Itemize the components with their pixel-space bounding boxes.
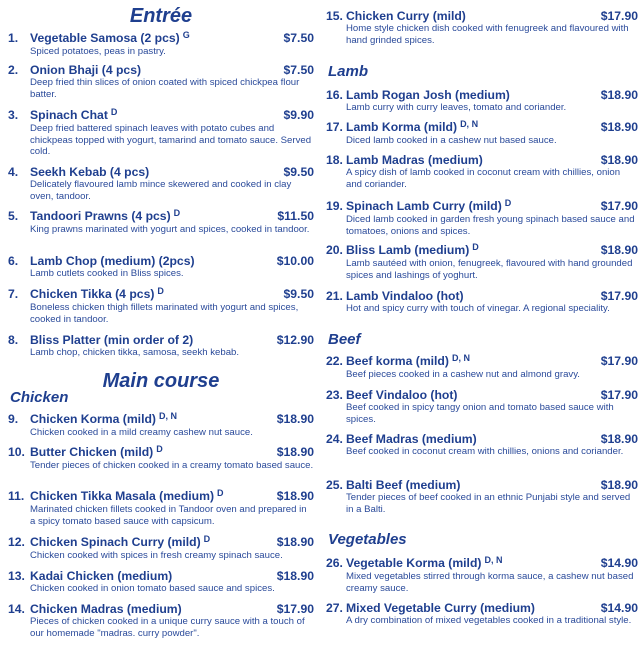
menu-item-description: Chicken cooked with spices in fresh creamy spinach sauce. [30, 550, 283, 561]
menu-item-header [326, 9, 638, 23]
menu-item-name-text: Lamb Madras (medium) [346, 153, 483, 167]
menu-item-number: 23. [326, 388, 343, 402]
menu-item-description: Chicken cooked in onion tomato based sauce and spices. [30, 583, 275, 594]
menu-item-number: 9. [8, 412, 19, 426]
menu-item-price: $18.90 [600, 478, 638, 492]
menu-item-name [30, 535, 277, 550]
menu-item [326, 199, 638, 237]
menu-item-price: $17.90 [600, 289, 638, 303]
menu-item-price: $11.50 [277, 209, 314, 223]
menu-item-description: Tender pieces of beef cooked in an ethnic Punjabi style and served in a Balti. [346, 492, 631, 515]
menu-item-description: Pieces of chicken cooked in a unique curry sauce with a touch of our homemade "madras. curry powder". [30, 616, 305, 639]
menu-item-name-text: Butter Chicken (mild) [30, 445, 154, 459]
menu-item-name [30, 287, 284, 302]
menu-item-description: Lamb curry with curry leaves, tomato and coriander. [346, 102, 567, 113]
menu-item-number: 17. [326, 120, 343, 134]
menu-item [8, 333, 314, 359]
menu-item-name [30, 209, 277, 224]
menu-item-name [346, 478, 601, 492]
menu-item-name-text: Seekh Kebab (4 pcs) [30, 165, 150, 179]
menu-item-header [326, 120, 638, 135]
menu-item-name-text: Beef Vindaloo (hot) [346, 388, 458, 402]
menu-item-price: $10.00 [276, 254, 314, 268]
menu-item-name-text: Lamb Vindaloo (hot) [346, 289, 464, 303]
menu-item [326, 601, 638, 627]
menu-item-number: 4. [8, 165, 19, 179]
menu-item-header [326, 289, 638, 303]
menu-item-price: $14.90 [600, 601, 638, 615]
dietary-tag: D [203, 534, 211, 544]
menu-item-number: 3. [8, 108, 19, 122]
menu-item-description: Home style chicken dish cooked with fenugreek and flavoured with hand grinded spices. [346, 23, 629, 46]
menu-item-name [30, 63, 284, 77]
menu-item-number: 12. [8, 535, 25, 549]
menu-item-price: $18.90 [600, 88, 638, 102]
menu-item-number: 19. [326, 199, 343, 213]
menu-item-price: $17.90 [600, 388, 638, 402]
menu-item-name-text: Mixed Vegetable Curry (medium) [346, 601, 535, 615]
menu-item-name [346, 243, 601, 258]
menu-item [326, 478, 638, 515]
dietary-tag: D [173, 208, 181, 218]
menu-item-header [8, 63, 314, 77]
menu-item-header [8, 287, 314, 302]
menu-item-header [8, 108, 314, 123]
menu-item-number: 8. [8, 333, 19, 347]
menu-item [8, 209, 314, 236]
menu-item-price: $18.90 [276, 535, 314, 549]
menu-item-header [326, 243, 638, 258]
menu-item-name-text: Bliss Lamb (medium) [346, 243, 470, 257]
menu-item-number: 15. [326, 9, 343, 23]
menu-item-name [346, 120, 601, 135]
menu-item-name-text: Vegetable Korma (mild) [346, 556, 482, 570]
menu-item-name-text: Lamb Korma (mild) [346, 120, 458, 134]
menu-item-header [8, 333, 314, 347]
menu-item [8, 254, 314, 280]
menu-item-description: Beef cooked in spicy tangy onion and tomato based sauce with spices. [346, 402, 614, 425]
menu-item [8, 287, 314, 325]
menu-item-header [326, 153, 638, 167]
menu-item [8, 31, 314, 58]
menu-item [326, 153, 638, 190]
menu-item-name [30, 254, 277, 268]
dietary-tag: G [182, 30, 190, 40]
menu-item-number: 6. [8, 254, 19, 268]
menu-item-price: $18.90 [600, 432, 638, 446]
menu-item-number: 14. [8, 602, 25, 616]
menu-item-number: 24. [326, 432, 343, 446]
menu-item-name-text: Beef korma (mild) [346, 354, 449, 368]
menu-item [8, 569, 314, 595]
dietary-tag: D, N [451, 353, 470, 363]
dietary-tag: D [472, 242, 479, 252]
menu-item-description: Mixed vegetables stirred through korma sauce, a cashew nut based creamy sauce. [346, 571, 634, 594]
menu-item-description: Beef pieces cooked in a cashew nut and almond gravy. [346, 369, 580, 380]
menu-item-header [326, 556, 638, 571]
menu-item-header [8, 445, 314, 460]
main-course-heading: Main course [102, 370, 220, 392]
menu-item-name [30, 489, 277, 504]
menu-item-price: $17.90 [600, 199, 638, 213]
menu-item-price: $9.50 [283, 165, 314, 179]
menu-item-number: 22. [326, 354, 343, 368]
menu-item [8, 63, 314, 100]
menu-item [326, 388, 638, 425]
menu-item-header [8, 602, 314, 616]
menu-item-description: A dry combination of mixed vegetables cooked in a traditional style. [346, 615, 632, 626]
menu-item-price: $18.90 [276, 445, 314, 459]
menu-item-name-text: Beef Madras (medium) [346, 432, 477, 446]
menu-item-number: 10. [8, 445, 25, 459]
menu-item-name [30, 412, 277, 427]
menu-item-name-text: Chicken Tikka (4 pcs) [30, 287, 155, 301]
menu-item [8, 412, 314, 439]
menu-item-header [8, 209, 314, 224]
menu-item-name-text: Balti Beef (medium) [346, 478, 461, 492]
menu-item-name [30, 31, 284, 46]
menu-item [8, 489, 314, 527]
menu-item-name [346, 354, 601, 369]
dietary-tag: D, N [484, 555, 503, 565]
menu-item-price: $9.50 [283, 287, 314, 301]
menu-item-price: $17.90 [600, 9, 638, 23]
menu-item-name [346, 556, 601, 571]
menu-item-price: $12.90 [276, 333, 314, 347]
menu-item-price: $9.90 [283, 108, 314, 122]
chicken-heading: Chicken [10, 389, 69, 406]
menu-item-name [346, 388, 601, 402]
menu-item-name-text: Chicken Korma (mild) [30, 412, 156, 426]
menu-item-name-text: Chicken Madras (medium) [30, 602, 182, 616]
menu-item [8, 602, 314, 639]
menu-item-name [30, 569, 277, 583]
menu-item-name-text: Spinach Lamb Curry (mild) [346, 199, 502, 213]
menu-item-number: 7. [8, 287, 19, 301]
dietary-tag: D [157, 286, 164, 296]
menu-item-number: 27. [326, 601, 343, 615]
menu-item [8, 535, 314, 562]
menu-item-name-text: Spinach Chat [30, 108, 108, 122]
menu-item-price: $7.50 [283, 63, 314, 77]
menu-item-description: Delicately flavoured lamb mince skewered and cooked in clay oven, tandoor. [30, 179, 292, 202]
menu-item-name [30, 165, 284, 179]
menu-item-header [326, 601, 638, 615]
menu-item-description: Marinated chicken fillets cooked in Tandoor oven and prepared in a spicy tomato based sauce with capsicum. [30, 504, 307, 527]
menu-item-header [326, 478, 638, 492]
menu-item-name-text: Lamb Chop (medium) (2pcs) [30, 254, 195, 268]
dietary-tag: D [504, 198, 512, 208]
menu-item-number: 5. [8, 209, 19, 223]
menu-item-number: 20. [326, 243, 343, 257]
menu-item-name-text: Chicken Spinach Curry (mild) [30, 535, 201, 549]
menu-item-header [8, 489, 314, 504]
menu-item-number: 26. [326, 556, 343, 570]
menu-item-name-text: Bliss Platter (min order of 2) [30, 333, 194, 347]
menu-item-name [346, 88, 601, 102]
menu-item-name [30, 445, 277, 460]
menu-item-description: Beef cooked in coconut cream with chillies, onions and coriander. [346, 446, 624, 457]
menu-item-price: $17.90 [600, 354, 638, 368]
menu-item-name [346, 601, 601, 615]
menu-item-number: 1. [8, 31, 19, 45]
menu-item-number: 13. [8, 569, 25, 583]
menu-item-price: $18.90 [276, 569, 314, 583]
menu-item-description: Chicken cooked in a mild creamy cashew nut sauce. [30, 427, 253, 438]
menu-item-price: $17.90 [276, 602, 314, 616]
menu-item-header [326, 199, 638, 214]
menu-item-name [346, 199, 601, 214]
menu-item-number: 16. [326, 88, 343, 102]
menu-item [8, 445, 314, 472]
menu-item-name [346, 289, 601, 303]
beef-heading: Beef [328, 331, 361, 348]
menu-item-header [326, 88, 638, 102]
dietary-tag: D [110, 107, 118, 117]
dietary-tag: D [156, 444, 163, 454]
menu-item-header [326, 354, 638, 369]
menu-item-header [8, 412, 314, 427]
menu-item-name-text: Chicken Curry (mild) [346, 9, 466, 23]
dietary-tag: D [217, 488, 224, 498]
menu-item-number: 25. [326, 478, 343, 492]
menu-item-description: Diced lamb cooked in a cashew nut based sauce. [346, 135, 557, 146]
menu-item-price: $14.90 [600, 556, 638, 570]
menu-item-number: 21. [326, 289, 343, 303]
menu-item-description: Deep fried battered spinach leaves with potato cubes and chickpeas topped with yogurt, tamarind and tomato sauce. Served cold. [30, 123, 312, 157]
menu-item-description: Spiced potatoes, peas in pastry. [30, 46, 166, 57]
lamb-heading: Lamb [328, 63, 369, 80]
menu-item [326, 556, 638, 594]
menu-item [8, 165, 314, 202]
menu-item-price: $18.90 [600, 120, 638, 134]
menu-item [326, 120, 638, 147]
menu-item-name [30, 602, 277, 616]
vegetables-heading: Vegetables [328, 531, 407, 548]
menu-item [8, 108, 314, 158]
menu-item-price: $7.50 [283, 31, 314, 45]
menu-item-description: Hot and spicy curry with touch of vinegar. A regional speciality. [346, 303, 610, 314]
menu-item [326, 243, 638, 281]
menu-item-name [346, 432, 601, 446]
menu-item [326, 88, 638, 114]
menu-item-number: 11. [8, 489, 25, 503]
menu-item-header [8, 569, 314, 583]
menu-item-name [346, 153, 601, 167]
menu-item-header [326, 388, 638, 402]
dietary-tag: D, N [158, 411, 177, 421]
menu-item [326, 354, 638, 381]
menu-item-header [8, 535, 314, 550]
menu-item-header [8, 165, 314, 179]
menu-item-name-text: Vegetable Samosa (2 pcs) [30, 31, 180, 45]
menu-item-description: Lamb chop, chicken tikka, samosa, seekh kebab. [30, 347, 240, 358]
dietary-tag: D, N [460, 119, 479, 129]
menu-item [326, 289, 638, 315]
menu-item-number: 18. [326, 153, 343, 167]
menu-item-name-text: Chicken Tikka Masala (medium) [30, 489, 215, 503]
menu-item-description: Lamb sautéed with onion, fenugreek, flavoured with hand grounded spices and lashings of yoghurt. [346, 258, 633, 281]
menu-item-description: Boneless chicken thigh fillets marinated with yogurt and spices, cooked in tandoor. [30, 302, 299, 325]
menu-item [326, 432, 638, 458]
entree-heading: Entrée [129, 5, 193, 27]
menu-item-price: $18.90 [276, 412, 314, 426]
menu-item-description: Deep fried thin slices of onion coated with spiced chickpea flour batter. [30, 77, 300, 100]
menu-item-price: $18.90 [276, 489, 314, 503]
menu-item-description: Tender pieces of chicken cooked in a creamy tomato based sauce. [30, 460, 314, 471]
menu-item [326, 9, 638, 46]
menu-item-price: $18.90 [600, 153, 638, 167]
menu-item-name-text: Onion Bhaji (4 pcs) [30, 63, 142, 77]
menu-item-name-text: Kadai Chicken (medium) [30, 569, 173, 583]
menu-item-name [346, 9, 601, 23]
menu-item-description: A spicy dish of lamb cooked in coconut cream with chillies, onion and coriander. [346, 167, 621, 190]
menu-item-header [326, 432, 638, 446]
menu-item-header [8, 31, 314, 46]
menu-item-name [30, 108, 284, 123]
menu-item-price: $18.90 [600, 243, 638, 257]
menu-item-description: Diced lamb cooked in garden fresh young spinach based sauce and tomatoes, onions and spices. [346, 214, 635, 237]
menu-item-description: King prawns marinated with yogurt and spices, cooked in tandoor. [30, 224, 310, 235]
menu-item-header [8, 254, 314, 268]
menu-item-name-text: Lamb Rogan Josh (medium) [346, 88, 510, 102]
menu-item-name [30, 333, 277, 347]
menu-item-description: Lamb cutlets cooked in Bliss spices. [30, 268, 184, 279]
menu-item-name-text: Tandoori Prawns (4 pcs) [30, 209, 171, 223]
menu-item-number: 2. [8, 63, 19, 77]
